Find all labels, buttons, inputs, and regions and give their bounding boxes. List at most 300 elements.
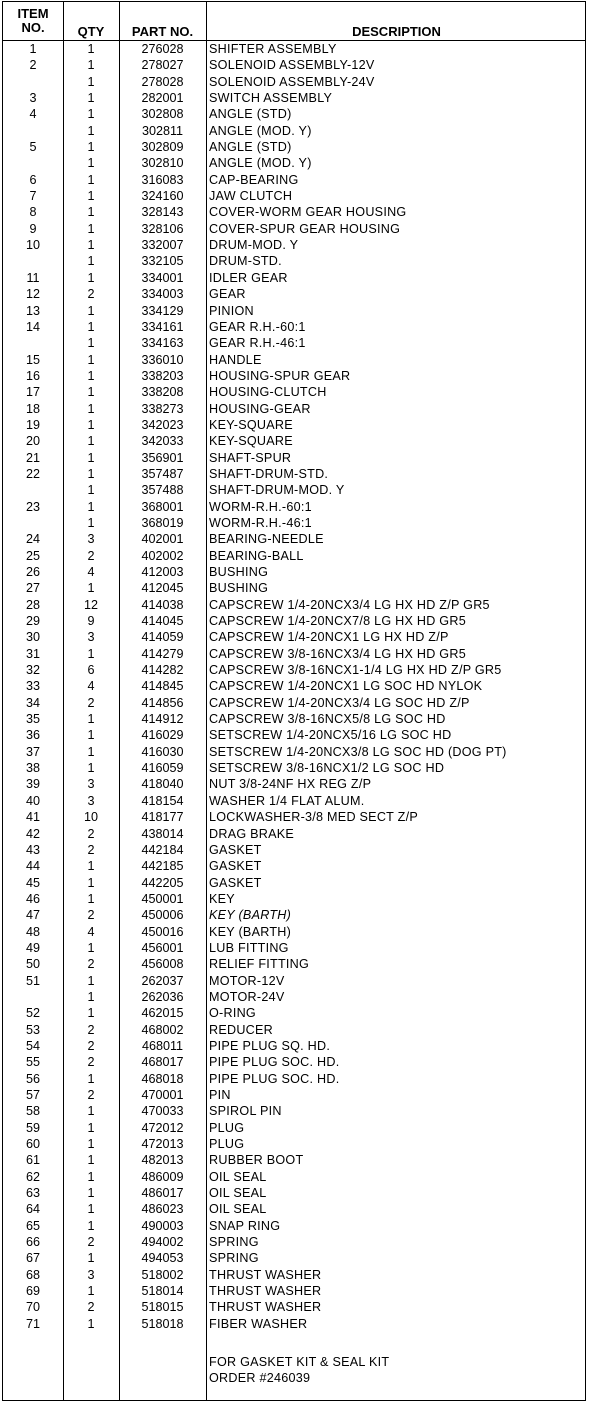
table-row (3, 1054, 587, 1070)
cell-qty: 1 (87, 254, 95, 269)
cell-qty: 2 (87, 287, 95, 302)
cell-description: CAPSCREW 1/4-20NCX7/8 LG HX HD GR5 (209, 614, 466, 629)
cell-part-no: 486009 (141, 1169, 184, 1184)
table-row (3, 41, 587, 57)
cell-qty: 1 (87, 761, 95, 776)
cell-item-no: 8 (29, 205, 37, 220)
cell-part-no: 470001 (141, 1088, 184, 1102)
cell-qty: 4 (87, 565, 95, 579)
cell-qty: 1 (87, 319, 95, 334)
cell-description: CAPSCREW 3/8-16NCX1-1/4 LG HX HD Z/P GR5 (209, 663, 502, 678)
cell-qty: 1 (87, 58, 95, 73)
cell-item-no: 43 (25, 842, 40, 857)
cell-item-no: 54 (25, 1038, 40, 1053)
table-row (3, 433, 587, 449)
cell-item-no: 31 (25, 646, 40, 661)
cell-part-no: 328143 (141, 205, 184, 220)
cell-item-no: 14 (25, 319, 40, 334)
parts-list-table (2, 1, 586, 1401)
cell-description: ANGLE (MOD. Y) (209, 123, 312, 138)
cell-part-no: 342023 (141, 417, 184, 432)
cell-item-no: 48 (25, 924, 40, 939)
cell-item-no: 17 (25, 385, 40, 400)
kit-note-line2: ORDER #246039 (209, 1371, 311, 1385)
table-row (3, 319, 587, 335)
cell-part-no: 482013 (141, 1153, 184, 1168)
cell-description: DRUM-STD. (209, 254, 282, 269)
header-description: DESCRIPTION (352, 24, 441, 39)
table-row (3, 1022, 587, 1038)
cell-qty: 2 (87, 1055, 95, 1070)
cell-part-no: 302809 (141, 140, 184, 155)
cell-qty: 1 (87, 1120, 95, 1135)
table-row (3, 580, 587, 596)
cell-part-no: 456008 (141, 957, 184, 972)
cell-item-no: 28 (25, 597, 40, 612)
cell-part-no: 472012 (141, 1120, 184, 1135)
cell-qty: 1 (87, 417, 95, 432)
cell-qty: 2 (87, 1038, 95, 1053)
cell-qty: 1 (87, 385, 95, 400)
table-row (3, 466, 587, 482)
table-row (3, 188, 587, 204)
cell-qty: 1 (87, 140, 95, 155)
table-row (3, 155, 587, 171)
cell-part-no: 418154 (141, 793, 184, 808)
cell-item-no: 32 (25, 663, 40, 678)
cell-part-no: 414279 (141, 646, 184, 661)
table-row (3, 907, 587, 923)
table-row (3, 253, 587, 269)
cell-part-no: 332105 (141, 254, 184, 269)
cell-description: KEY (BARTH) (209, 924, 292, 939)
table-row (3, 1283, 587, 1299)
cell-part-no: 450001 (141, 891, 184, 906)
cell-part-no: 282001 (141, 91, 184, 106)
cell-item-no: 13 (25, 303, 40, 318)
cell-part-no: 438014 (141, 826, 184, 841)
cell-item-no: 39 (25, 777, 40, 792)
cell-qty: 1 (87, 434, 95, 449)
table-row (3, 858, 587, 874)
cell-qty: 1 (87, 123, 95, 138)
table-body (3, 41, 587, 1332)
cell-item-no: 10 (25, 238, 40, 253)
cell-item-no: 22 (25, 466, 40, 481)
cell-part-no: 416029 (141, 728, 184, 743)
table-row (3, 1185, 587, 1201)
cell-qty: 1 (87, 1071, 95, 1086)
table-row (3, 597, 587, 613)
header-item-line1: ITEM (17, 6, 49, 21)
cell-qty: 2 (87, 1300, 95, 1315)
cell-item-no: 16 (25, 368, 40, 383)
cell-item-no: 70 (25, 1300, 40, 1315)
cell-description: COVER-SPUR GEAR HOUSING (209, 221, 401, 236)
cell-item-no: 24 (25, 532, 40, 547)
cell-description: CAPSCREW 1/4-20NCX3/4 LG SOC HD Z/P (209, 695, 470, 710)
table-row (3, 1120, 587, 1136)
cell-part-no: 418040 (141, 777, 184, 792)
cell-qty: 10 (83, 810, 98, 825)
cell-description: GASKET (209, 875, 262, 890)
cell-description: SPRING (209, 1235, 259, 1250)
cell-description: DRAG BRAKE (209, 826, 295, 841)
cell-description: CAPSCREW 3/8-16NCX5/8 LG SOC HD (209, 712, 446, 727)
cell-part-no: 490003 (141, 1218, 184, 1233)
cell-item-no: 36 (25, 728, 40, 743)
table-row (3, 924, 587, 940)
cell-qty: 1 (87, 1202, 95, 1217)
cell-item-no: 44 (25, 859, 40, 874)
table-row (3, 744, 587, 760)
cell-qty: 1 (87, 156, 95, 171)
cell-description: FIBER WASHER (209, 1316, 308, 1331)
cell-part-no: 486017 (141, 1186, 184, 1201)
cell-description: SPIROL PIN (209, 1104, 282, 1119)
cell-qty: 3 (87, 630, 95, 645)
cell-qty: 2 (87, 695, 95, 710)
cell-part-no: 334001 (141, 270, 184, 285)
table-row (3, 531, 587, 547)
cell-part-no: 402001 (141, 532, 184, 547)
table-row (3, 221, 587, 237)
cell-qty: 1 (87, 107, 95, 122)
cell-item-no: 50 (25, 957, 40, 972)
cell-description: GASKET (209, 859, 262, 874)
cell-description: LOCKWASHER-3/8 MED SECT Z/P (209, 810, 418, 825)
cell-part-no: 334161 (141, 319, 184, 334)
cell-description: GEAR R.H.-60:1 (209, 319, 306, 334)
table-row (3, 629, 587, 645)
cell-item-no: 55 (25, 1055, 40, 1070)
cell-part-no: 442184 (141, 842, 184, 857)
cell-part-no: 416030 (141, 744, 184, 759)
cell-description: OIL SEAL (209, 1202, 267, 1217)
cell-description: GEAR R.H.-46:1 (209, 336, 306, 351)
cell-qty: 1 (87, 238, 95, 253)
cell-part-no: 456001 (141, 940, 184, 955)
cell-qty: 9 (87, 614, 95, 629)
cell-description: MOTOR-24V (209, 989, 285, 1004)
cell-item-no: 4 (29, 107, 37, 122)
cell-description: JAW CLUTCH (209, 189, 293, 204)
cell-item-no: 25 (25, 548, 40, 563)
cell-description: REDUCER (209, 1022, 274, 1037)
cell-part-no: 334129 (141, 303, 184, 318)
cell-description: THRUST WASHER (209, 1300, 322, 1315)
cell-item-no: 21 (25, 450, 40, 465)
cell-description: KEY-SQUARE (209, 434, 293, 449)
cell-qty: 1 (87, 336, 95, 351)
cell-description: CAP-BEARING (209, 172, 299, 187)
table-row (3, 335, 587, 351)
cell-qty: 3 (87, 1267, 95, 1282)
cell-part-no: 486023 (141, 1202, 184, 1217)
table-row (3, 1267, 587, 1283)
cell-qty: 1 (87, 205, 95, 220)
cell-item-no: 64 (25, 1202, 40, 1217)
cell-item-no: 69 (25, 1284, 40, 1299)
cell-qty: 1 (87, 1104, 95, 1119)
cell-description: SWITCH ASSEMBLY (209, 91, 333, 106)
cell-description: THRUST WASHER (209, 1284, 322, 1299)
cell-qty: 1 (87, 1218, 95, 1233)
cell-description: RELIEF FITTING (209, 957, 310, 972)
cell-part-no: 468017 (141, 1055, 184, 1070)
table-row (3, 515, 587, 531)
cell-item-no: 57 (25, 1088, 40, 1102)
table-row (3, 401, 587, 417)
table-row (3, 1152, 587, 1168)
cell-qty: 1 (87, 270, 95, 285)
cell-part-no: 470033 (141, 1104, 184, 1119)
cell-item-no: 47 (25, 908, 40, 923)
table-row (3, 74, 587, 90)
table-row (3, 482, 587, 498)
cell-qty: 6 (87, 663, 95, 678)
cell-qty: 1 (87, 466, 95, 481)
cell-qty: 12 (83, 597, 98, 612)
cell-item-no: 40 (25, 793, 40, 808)
cell-part-no: 302811 (141, 123, 184, 138)
cell-qty: 4 (87, 679, 95, 694)
cell-item-no: 7 (29, 189, 37, 204)
cell-description: PIN (209, 1088, 231, 1102)
cell-part-no: 416059 (141, 761, 184, 776)
cell-description: KEY (209, 891, 235, 906)
cell-qty: 1 (87, 1284, 95, 1299)
cell-part-no: 356901 (141, 450, 184, 465)
table-row (3, 564, 587, 580)
cell-part-no: 328106 (141, 221, 184, 236)
cell-item-no: 9 (29, 221, 37, 236)
cell-part-no: 278027 (141, 58, 184, 73)
cell-qty: 1 (87, 42, 95, 56)
cell-part-no: 468002 (141, 1022, 184, 1037)
table-row (3, 1218, 587, 1234)
cell-qty: 1 (87, 401, 95, 416)
cell-description: GEAR (209, 287, 246, 302)
cell-qty: 2 (87, 826, 95, 841)
cell-item-no: 66 (25, 1235, 40, 1250)
cell-qty: 3 (87, 793, 95, 808)
cell-part-no: 342033 (141, 434, 184, 449)
cell-part-no: 414045 (141, 614, 184, 629)
table-row (3, 384, 587, 400)
cell-part-no: 357487 (141, 466, 184, 481)
cell-item-no: 58 (25, 1104, 40, 1119)
cell-description: SOLENOID ASSEMBLY-24V (209, 74, 375, 89)
cell-description: OIL SEAL (209, 1186, 267, 1201)
cell-description: COVER-WORM GEAR HOUSING (209, 205, 407, 220)
cell-description: BUSHING (209, 565, 269, 579)
cell-item-no: 41 (25, 810, 40, 825)
cell-qty: 1 (87, 352, 95, 367)
cell-part-no: 494053 (141, 1251, 184, 1266)
cell-part-no: 518015 (141, 1300, 184, 1315)
cell-qty: 1 (87, 646, 95, 661)
cell-description: HANDLE (209, 352, 262, 367)
cell-qty: 2 (87, 1022, 95, 1037)
cell-item-no: 52 (25, 1006, 40, 1021)
cell-item-no: 6 (29, 172, 37, 187)
cell-qty: 1 (87, 1153, 95, 1168)
table-row (3, 1087, 587, 1103)
cell-part-no: 518002 (141, 1267, 184, 1282)
header-part-no: PART NO. (131, 24, 194, 39)
cell-qty: 2 (87, 908, 95, 923)
cell-item-no: 18 (25, 401, 40, 416)
cell-part-no: 414038 (141, 597, 184, 612)
table-row (3, 548, 587, 564)
cell-part-no: 338208 (141, 385, 184, 400)
cell-part-no: 338273 (141, 401, 184, 416)
cell-part-no: 494002 (141, 1235, 184, 1250)
cell-qty: 1 (87, 859, 95, 874)
cell-part-no: 368019 (141, 515, 184, 530)
table-row (3, 809, 587, 825)
cell-qty: 1 (87, 499, 95, 514)
cell-part-no: 414856 (141, 695, 184, 710)
cell-item-no: 19 (25, 417, 40, 432)
cell-qty: 1 (87, 728, 95, 743)
cell-description: CAPSCREW 1/4-20NCX1 LG HX HD Z/P (209, 630, 449, 645)
cell-part-no: 442205 (141, 875, 184, 890)
cell-part-no: 302808 (141, 107, 184, 122)
table-row (3, 1136, 587, 1152)
cell-part-no: 402002 (141, 548, 184, 563)
cell-qty: 1 (87, 368, 95, 383)
cell-description: ANGLE (MOD. Y) (209, 156, 312, 171)
cell-part-no: 414059 (141, 630, 184, 645)
table-row (3, 1071, 587, 1087)
cell-part-no: 418177 (141, 810, 184, 825)
cell-description: PIPE PLUG SOC. HD. (209, 1055, 340, 1070)
cell-item-no: 27 (25, 581, 40, 596)
cell-description: HOUSING-CLUTCH (209, 385, 327, 400)
cell-part-no: 334003 (141, 287, 184, 302)
table-row (3, 711, 587, 727)
cell-item-no: 46 (25, 891, 40, 906)
table-row (3, 106, 587, 122)
cell-part-no: 302810 (141, 156, 184, 171)
cell-part-no: 442185 (141, 859, 184, 874)
cell-description: SETSCREW 1/4-20NCX3/8 LG SOC HD (DOG PT) (209, 744, 507, 759)
table-row (3, 875, 587, 891)
cell-part-no: 468018 (141, 1071, 184, 1086)
cell-item-no: 5 (29, 140, 37, 155)
cell-qty: 2 (87, 842, 95, 857)
cell-item-no: 65 (25, 1218, 40, 1233)
cell-part-no: 412003 (141, 565, 184, 579)
table-row (3, 940, 587, 956)
cell-qty: 4 (87, 924, 95, 939)
cell-qty: 1 (87, 1006, 95, 1021)
cell-description: RUBBER BOOT (209, 1153, 304, 1168)
cell-part-no: 324160 (141, 189, 184, 204)
cell-qty: 1 (87, 1186, 95, 1201)
cell-description: WORM-R.H.-60:1 (209, 499, 312, 514)
table-row (3, 417, 587, 433)
cell-item-no: 51 (25, 973, 40, 988)
cell-item-no: 49 (25, 940, 40, 955)
cell-item-no: 26 (25, 565, 40, 579)
cell-part-no: 468011 (141, 1038, 184, 1053)
table-row (3, 956, 587, 972)
cell-description: WASHER 1/4 FLAT ALUM. (209, 793, 365, 808)
cell-qty: 1 (87, 989, 95, 1004)
cell-qty: 2 (87, 1088, 95, 1102)
cell-part-no: 414845 (141, 679, 184, 694)
cell-part-no: 368001 (141, 499, 184, 514)
cell-item-no: 45 (25, 875, 40, 890)
table-row (3, 891, 587, 907)
table-row (3, 1103, 587, 1119)
cell-description: PIPE PLUG SQ. HD. (209, 1038, 331, 1053)
table-row (3, 1234, 587, 1250)
cell-description: SETSCREW 3/8-16NCX1/2 LG SOC HD (209, 761, 445, 776)
cell-item-no: 2 (29, 58, 37, 73)
cell-item-no: 29 (25, 614, 40, 629)
cell-item-no: 23 (25, 499, 40, 514)
table-row (3, 57, 587, 73)
table-row (3, 826, 587, 842)
cell-description: SPRING (209, 1251, 259, 1266)
cell-part-no: 414282 (141, 663, 184, 678)
cell-item-no: 11 (26, 270, 40, 285)
cell-item-no: 68 (25, 1267, 40, 1282)
cell-item-no: 59 (25, 1120, 40, 1135)
table-row (3, 1169, 587, 1185)
cell-description: NUT 3/8-24NF HX REG Z/P (209, 777, 372, 792)
cell-qty: 1 (87, 1137, 95, 1152)
cell-qty: 1 (87, 303, 95, 318)
cell-qty: 3 (87, 532, 95, 547)
cell-description: SNAP RING (209, 1218, 281, 1233)
cell-part-no: 334163 (141, 336, 184, 351)
table-row (3, 172, 587, 188)
cell-item-no: 56 (25, 1071, 40, 1086)
cell-qty: 1 (87, 515, 95, 530)
table-row (3, 646, 587, 662)
table-row (3, 989, 587, 1005)
table-row (3, 760, 587, 776)
table-row (3, 352, 587, 368)
cell-description: CAPSCREW 1/4-20NCX3/4 LG HX HD Z/P GR5 (209, 597, 490, 612)
table-row (3, 678, 587, 694)
cell-part-no: 518018 (141, 1316, 184, 1331)
cell-description: HOUSING-GEAR (209, 401, 311, 416)
table-row (3, 1250, 587, 1266)
cell-part-no: 472013 (141, 1137, 184, 1152)
cell-qty: 1 (87, 1316, 95, 1331)
cell-item-no: 38 (25, 761, 40, 776)
cell-description: SHAFT-DRUM-MOD. Y (209, 483, 345, 498)
cell-description: DRUM-MOD. Y (209, 238, 299, 253)
table-row (3, 450, 587, 466)
header-item-line2: NO. (21, 20, 45, 35)
table-row (3, 695, 587, 711)
cell-description: KEY-SQUARE (209, 417, 293, 432)
cell-qty: 2 (87, 957, 95, 972)
cell-item-no: 67 (25, 1251, 40, 1266)
cell-description: SHAFT-SPUR (209, 450, 292, 465)
table-row (3, 776, 587, 792)
cell-item-no: 30 (25, 630, 40, 645)
cell-part-no: 450016 (141, 924, 184, 939)
cell-part-no: 278028 (141, 74, 184, 89)
